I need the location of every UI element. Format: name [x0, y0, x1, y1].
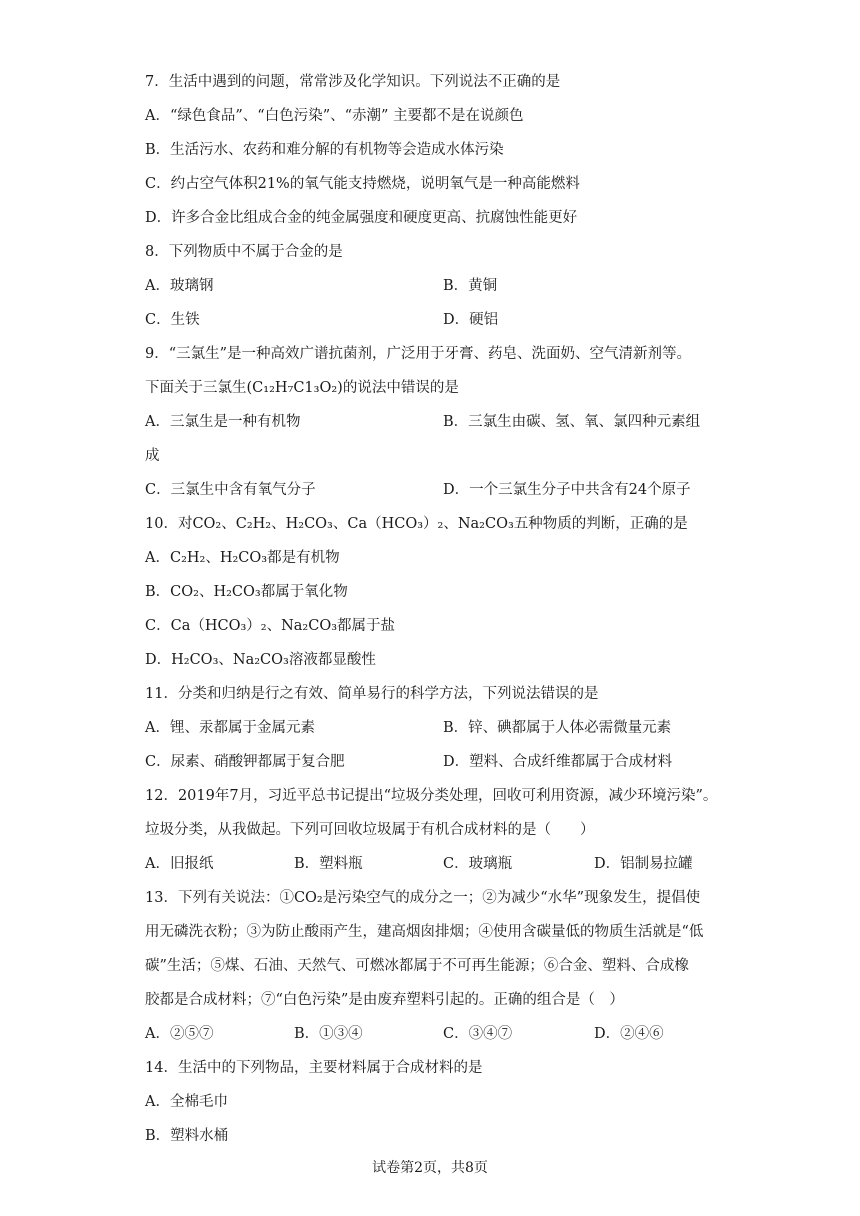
q7-option-a: A．“绿色食品”、“白色污染”、“赤潮” 主要都不是在说颜色: [145, 108, 524, 124]
q14-option-a: A．全棉毛巾: [145, 1094, 228, 1110]
q10-stem: 10．对CO₂、C₂H₂、H₂CO₃、Ca（HCO₃）₂、Na₂CO₃五种物质的判断，正确的是: [145, 516, 688, 532]
q9-stem-line2: 下面关于三氯生(C₁₂H₇C1₃O₂)的说法中错误的是: [145, 380, 459, 396]
q12-option-d: D．铝制易拉罐: [594, 856, 693, 872]
q9-option-a: A．三氯生是一种有机物: [145, 414, 301, 430]
q11-stem: 11．分类和归纳是行之有效、简单易行的科学方法，下列说法错误的是: [145, 686, 599, 702]
q10-option-b: B．CO₂、H₂CO₃都属于氧化物: [145, 584, 348, 600]
q9-option-d: D．一个三氯生分子中共含有24个原子: [443, 482, 691, 498]
q10-option-a: A．C₂H₂、H₂CO₃都是有机物: [145, 550, 340, 566]
q11-option-d: D．塑料、合成纤维都属于合成材料: [443, 754, 673, 770]
q13-stem-line3: 碳”生活；⑤煤、石油、天然气、可燃冰都属于不可再生能源；⑥合金、塑料、合成橡: [145, 958, 689, 974]
q13-option-c: C．③④⑦: [443, 1026, 513, 1042]
q12-stem-line1: 12．2019年7月，习近平总书记提出“垃圾分类处理，回收可利用资源，减少环境污染”。: [145, 788, 718, 804]
q14-stem: 14．生活中的下列物品，主要材料属于合成材料的是: [145, 1060, 483, 1076]
q10-option-c: C．Ca（HCO₃）₂、Na₂CO₃都属于盐: [145, 618, 396, 634]
q13-stem-line2: 用无磷洗衣粉；③为防止酸雨产生，建高烟囱排烟；④使用含碳量低的物质生活就是“低: [145, 924, 704, 940]
q7-stem: 7．生活中遇到的问题，常常涉及化学知识。下列说法不正确的是: [145, 74, 561, 90]
q12-option-a: A．旧报纸: [145, 856, 214, 872]
page-footer: 试卷第2页，共8页: [372, 1160, 488, 1176]
q13-option-a: A．②⑤⑦: [145, 1026, 214, 1042]
q13-option-b: B．①③④: [294, 1026, 363, 1042]
q13-stem-line1: 13．下列有关说法：①CO₂是污染空气的成分之一；②为减少“水华”现象发生，提倡使: [145, 890, 701, 906]
q13-stem-line4: 胶都是合成材料；⑦“白色污染”是由废弃塑料引起的。正确的组合是（ ）: [145, 992, 624, 1008]
q8-option-c: C．生铁: [145, 312, 200, 328]
q7-option-d: D．许多合金比组成合金的纯金属强度和硬度更高、抗腐蚀性能更好: [145, 210, 578, 226]
q8-option-a: A．玻璃钢: [145, 278, 214, 294]
q9-stem-line1: 9．“三氯生”是一种高效广谱抗菌剂，广泛用于牙膏、药皂、洗面奶、空气清新剂等。: [145, 346, 692, 362]
q10-option-d: D．H₂CO₃、Na₂CO₃溶液都显酸性: [145, 652, 376, 668]
q9-option-b: B．三氯生由碳、氢、氧、氯四种元素组: [443, 414, 701, 430]
q7-option-b: B．生活污水、农药和难分解的有机物等会造成水体污染: [145, 142, 504, 158]
q11-option-c: C．尿素、硝酸钾都属于复合肥: [145, 754, 345, 770]
q12-option-c: C．玻璃瓶: [443, 856, 513, 872]
q11-option-a: A．锂、汞都属于金属元素: [145, 720, 315, 736]
q9-option-b-continued: 成: [145, 448, 160, 464]
q8-option-b: B．黄铜: [443, 278, 498, 294]
q9-option-c: C．三氯生中含有氧气分子: [145, 482, 316, 498]
q14-option-b: B．塑料水桶: [145, 1128, 229, 1144]
q12-option-b: B．塑料瓶: [294, 856, 363, 872]
q13-option-d: D．②④⑥: [594, 1026, 664, 1042]
q8-stem: 8．下列物质中不属于合金的是: [145, 244, 343, 260]
q12-stem-line2: 垃圾分类，从我做起。下列可回收垃圾属于有机合成材料的是（ ）: [145, 822, 595, 838]
q7-option-c: C．约占空气体积21%的氧气能支持燃烧，说明氧气是一种高能燃料: [145, 176, 580, 192]
q8-option-d: D．硬铝: [443, 312, 499, 328]
q11-option-b: B．锌、碘都属于人体必需微量元素: [443, 720, 672, 736]
